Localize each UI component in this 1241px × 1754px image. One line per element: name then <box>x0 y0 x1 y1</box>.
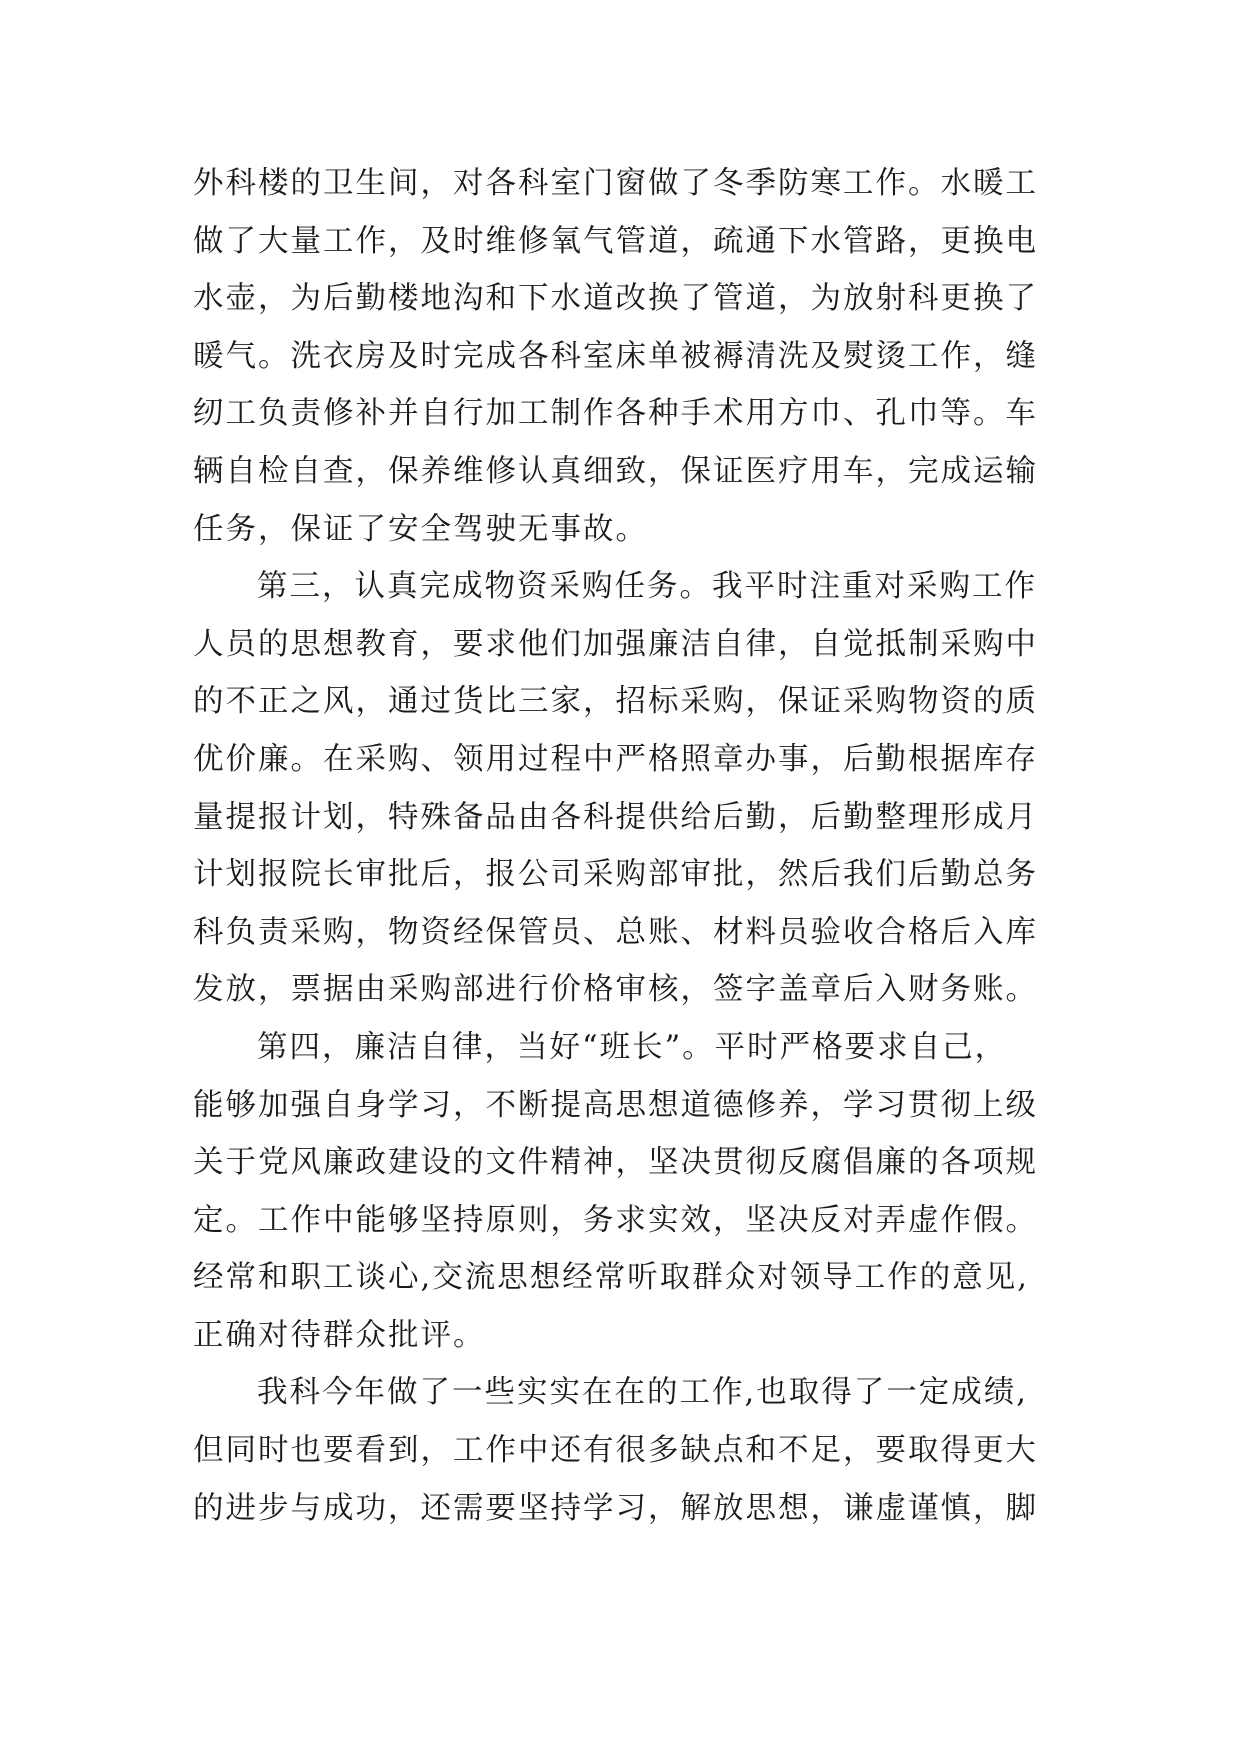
text-line: 科负责采购，物资经保管员、总账、材料员验收合格后入库 <box>193 914 1038 950</box>
text-line: 发放，票据由采购部进行价格审核，签字盖章后入财务账。 <box>193 972 1038 1008</box>
text-line: 水壶，为后勤楼地沟和下水道改换了管道，为放射科更换了 <box>193 281 1038 317</box>
text-line: 但同时也要看到，工作中还有很多缺点和不足，要取得更大 <box>193 1433 1038 1469</box>
text-line: 暖气。洗衣房及时完成各科室床单被褥清洗及熨烫工作，缝 <box>193 338 1038 374</box>
text-line: 任务，保证了安全驾驶无事故。 <box>193 511 648 547</box>
text-line: 定。工作中能够坚持原则，务求实效，坚决反对弄虚作假。 <box>193 1202 1038 1238</box>
text-line: 关于党风廉政建设的文件精神，坚决贯彻反腐倡廉的各项规 <box>193 1145 1038 1181</box>
paragraph-fourth <box>193 1019 1073 1365</box>
paragraph-third <box>193 558 1073 1019</box>
paragraph-summary <box>193 1364 1073 1537</box>
paragraph-continued <box>193 155 1073 558</box>
text-line: 人员的思想教育，要求他们加强廉洁自律，自觉抵制采购中 <box>193 626 1038 662</box>
text-line: 经常和职工谈心,交流思想经常听取群众对领导工作的意见, <box>193 1260 1029 1296</box>
text-line: 我科今年做了一些实实在在的工作,也取得了一定成绩, <box>257 1375 1028 1411</box>
text-line: 优价廉。在采购、领用过程中严格照章办事，后勤根据库存 <box>193 741 1038 777</box>
document-body <box>193 155 1073 1537</box>
text-line: 第四，廉洁自律，当好“班长”。平时严格要求自己， <box>257 1029 1008 1065</box>
text-line: 的进步与成功，还需要坚持学习，解放思想，谦虚谨慎，脚 <box>193 1490 1038 1526</box>
text-line: 外科楼的卫生间，对各科室门窗做了冬季防寒工作。水暖工 <box>193 166 1038 201</box>
text-line: 纫工负责修补并自行加工制作各种手术用方巾、孔巾等。车 <box>193 396 1038 432</box>
text-line: 量提报计划，特殊备品由各科提供给后勤，后勤整理形成月 <box>193 799 1038 835</box>
text-line: 正确对待群众批评。 <box>193 1317 486 1353</box>
text-line: 做了大量工作，及时维修氧气管道，疏通下水管路，更换电 <box>193 223 1038 259</box>
text-line: 辆自检自查，保养维修认真细致，保证医疗用车，完成运输 <box>193 453 1038 489</box>
text-line: 能够加强自身学习，不断提高思想道德修养，学习贯彻上级 <box>193 1087 1038 1123</box>
text-line: 的不正之风，通过货比三家，招标采购，保证采购物资的质 <box>193 684 1038 720</box>
text-line: 第三，认真完成物资采购任务。我平时注重对采购工作 <box>257 569 1037 605</box>
text-line: 计划报院长审批后，报公司采购部审批，然后我们后勤总务 <box>193 857 1038 893</box>
